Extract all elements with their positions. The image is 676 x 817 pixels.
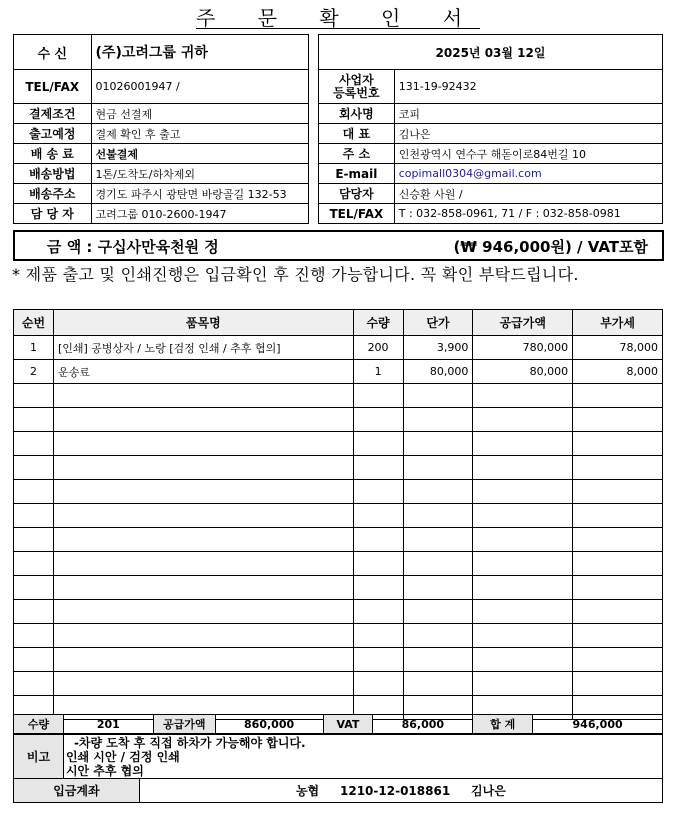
table-cell — [353, 672, 403, 696]
table-cell — [14, 456, 54, 480]
table-cell — [353, 528, 403, 552]
address-label: 주 소 — [319, 144, 395, 164]
table-cell — [403, 672, 473, 696]
table-cell — [403, 408, 473, 432]
empty-row — [14, 432, 663, 456]
notice-text: * 제품 출고 및 인쇄진행은 입금확인 후 진행 가능합니다. 꼭 확인 부탁드립니다. — [12, 265, 579, 284]
table-cell — [473, 624, 573, 648]
payment-row — [14, 104, 309, 124]
table-cell — [573, 600, 663, 624]
empty-row — [14, 384, 663, 408]
table-cell — [573, 672, 663, 696]
header-no: 순번 — [14, 310, 54, 336]
ceo-row — [319, 124, 663, 144]
summary-qty: 201 — [63, 715, 153, 734]
delivery-fee-row — [14, 144, 309, 164]
table-cell — [473, 600, 573, 624]
header-item: 품목명 — [53, 310, 353, 336]
table-cell — [473, 408, 573, 432]
table-cell — [353, 408, 403, 432]
table-cell — [53, 576, 353, 600]
supplier-telfax-row — [319, 204, 663, 224]
table-cell — [353, 432, 403, 456]
empty-row — [14, 456, 663, 480]
table-cell — [14, 600, 54, 624]
manager-label: 담당자 — [319, 184, 395, 204]
remark-line: 인쇄 시안 / 검정 인쇄 — [65, 749, 180, 764]
table-cell — [473, 480, 573, 504]
table-cell: 8,000 — [573, 360, 663, 384]
table-cell — [353, 600, 403, 624]
table-row — [14, 336, 663, 360]
header-unit-price: 단가 — [403, 310, 473, 336]
table-cell: 80,000 — [473, 360, 573, 384]
document-title: 주 문 확 인 서 — [195, 6, 481, 30]
table-cell — [573, 432, 663, 456]
shipping-schedule-value: 결제 확인 후 출고 — [91, 124, 308, 144]
items-body — [14, 336, 663, 720]
telfax-row — [14, 70, 309, 104]
table-cell — [403, 480, 473, 504]
table-cell — [573, 504, 663, 528]
table-cell — [403, 552, 473, 576]
table-cell — [403, 600, 473, 624]
table-cell — [53, 552, 353, 576]
empty-row — [14, 480, 663, 504]
items-table — [13, 309, 663, 720]
table-cell — [573, 528, 663, 552]
table-cell — [53, 384, 353, 408]
table-cell — [14, 408, 54, 432]
remarks-table — [13, 734, 663, 779]
table-cell — [573, 456, 663, 480]
table-cell — [473, 576, 573, 600]
table-cell — [403, 456, 473, 480]
amount-box — [13, 230, 664, 261]
table-cell — [53, 624, 353, 648]
table-cell — [14, 384, 54, 408]
table-cell: 780,000 — [473, 336, 573, 360]
summary-total: 946,000 — [533, 715, 663, 734]
table-cell — [53, 408, 353, 432]
table-cell: 운송료 — [53, 360, 353, 384]
biz-number-value: 131-19-92432 — [394, 70, 662, 104]
payment-value: 현금 선결제 — [91, 104, 308, 124]
table-cell — [53, 456, 353, 480]
shipping-schedule-label: 출고예정 — [14, 124, 92, 144]
summary-vat-label: VAT — [323, 715, 373, 734]
header-qty: 수량 — [353, 310, 403, 336]
supplier-telfax-label: TEL/FAX — [319, 204, 395, 224]
recipient-info-table — [13, 34, 309, 224]
table-cell — [573, 576, 663, 600]
telfax-value: 01026001947 / — [91, 70, 308, 104]
table-cell — [14, 672, 54, 696]
table-cell: 200 — [353, 336, 403, 360]
amount-label: 금 액 : 구십사만육천원 정 — [47, 238, 219, 256]
table-cell — [403, 576, 473, 600]
summary-qty-label: 수량 — [14, 715, 64, 734]
table-cell — [473, 504, 573, 528]
table-cell — [403, 384, 473, 408]
summary-table — [13, 714, 663, 734]
recipient-value: (주)고려그룹 귀하 — [91, 35, 308, 70]
table-cell — [353, 648, 403, 672]
email-link[interactable]: copimall0304@gmail.com — [394, 164, 662, 184]
table-cell: 2 — [14, 360, 54, 384]
header-vat: 부가세 — [573, 310, 663, 336]
table-cell — [14, 504, 54, 528]
table-cell — [403, 504, 473, 528]
address-row — [319, 144, 663, 164]
deposit-row — [14, 779, 663, 803]
table-cell — [573, 624, 663, 648]
empty-row — [14, 504, 663, 528]
table-cell: 1 — [353, 360, 403, 384]
table-cell: [인쇄] 공병상자 / 노랑 [검정 인쇄 / 추후 협의] — [53, 336, 353, 360]
manager-value: 신승환 사원 / — [394, 184, 662, 204]
table-cell — [353, 576, 403, 600]
ceo-label: 대 표 — [319, 124, 395, 144]
table-cell: 78,000 — [573, 336, 663, 360]
email-label: E-mail — [319, 164, 395, 184]
table-cell — [353, 456, 403, 480]
table-cell — [403, 432, 473, 456]
table-cell — [573, 552, 663, 576]
delivery-fee-label: 배 송 료 — [14, 144, 92, 164]
email-row — [319, 164, 663, 184]
supplier-info-table — [318, 34, 663, 224]
deposit-label: 입금계좌 — [14, 779, 140, 803]
table-cell — [53, 672, 353, 696]
table-cell — [473, 552, 573, 576]
table-cell — [353, 624, 403, 648]
manager-row — [319, 184, 663, 204]
table-cell — [473, 456, 573, 480]
table-cell — [53, 528, 353, 552]
company-value: 코피 — [394, 104, 662, 124]
remark-line: -차량 도착 후 직접 하차가 가능해야 합니다. — [73, 735, 306, 750]
company-label: 회사명 — [319, 104, 395, 124]
ceo-value: 김나은 — [394, 124, 662, 144]
company-row — [319, 104, 663, 124]
delivery-method-row — [14, 164, 309, 184]
table-cell — [353, 552, 403, 576]
table-cell — [14, 528, 54, 552]
delivery-address-label: 배송주소 — [14, 184, 92, 204]
address-value: 인천광역시 연수구 해돋이로84번길 10 — [394, 144, 662, 164]
table-cell — [14, 648, 54, 672]
delivery-fee-value: 선불결제 — [91, 144, 308, 164]
contact-row — [14, 204, 309, 224]
table-cell: 3,900 — [403, 336, 473, 360]
delivery-method-value: 1톤/도착도/하차제외 — [91, 164, 308, 184]
table-cell — [53, 504, 353, 528]
table-cell — [573, 408, 663, 432]
table-cell — [14, 480, 54, 504]
table-cell — [473, 648, 573, 672]
telfax-label: TEL/FAX — [14, 70, 92, 104]
table-cell — [353, 480, 403, 504]
remarks-row — [14, 735, 663, 779]
biz-number-row — [319, 70, 663, 104]
table-cell: 1 — [14, 336, 54, 360]
table-cell — [353, 504, 403, 528]
table-cell — [473, 432, 573, 456]
summary-supply-label: 공급가액 — [153, 715, 215, 734]
summary-supply: 860,000 — [215, 715, 323, 734]
empty-row — [14, 528, 663, 552]
empty-row — [14, 624, 663, 648]
table-cell — [403, 528, 473, 552]
table-cell — [53, 648, 353, 672]
table-cell — [403, 648, 473, 672]
recipient-label: 수 신 — [14, 35, 92, 70]
biz-number-label: 사업자 등록번호 — [319, 70, 395, 104]
empty-row — [14, 600, 663, 624]
table-cell — [573, 384, 663, 408]
summary-total-label: 합 계 — [473, 715, 533, 734]
remark-line: 시안 추후 협의 — [65, 763, 144, 778]
delivery-address-row — [14, 184, 309, 204]
deposit-account: 농협 1210-12-018861 김나은 — [139, 779, 662, 803]
empty-row — [14, 672, 663, 696]
empty-row — [14, 648, 663, 672]
table-cell — [53, 600, 353, 624]
shipping-schedule-row — [14, 124, 309, 144]
table-cell — [14, 432, 54, 456]
recipient-row — [14, 35, 309, 70]
empty-row — [14, 576, 663, 600]
items-header-row — [14, 310, 663, 336]
table-cell — [353, 384, 403, 408]
table-cell — [473, 528, 573, 552]
deposit-table — [13, 778, 663, 803]
date-row — [319, 35, 663, 70]
table-cell — [14, 552, 54, 576]
empty-row — [14, 552, 663, 576]
table-cell — [473, 672, 573, 696]
table-cell — [573, 480, 663, 504]
table-cell — [473, 384, 573, 408]
contact-value: 고려그룹 010-2600-1947 — [91, 204, 308, 224]
table-row — [14, 360, 663, 384]
delivery-address-value: 경기도 파주시 광탄면 바랑골길 132-53 — [91, 184, 308, 204]
empty-row — [14, 408, 663, 432]
table-cell — [14, 624, 54, 648]
contact-label: 담 당 자 — [14, 204, 92, 224]
table-cell — [53, 480, 353, 504]
table-cell — [403, 624, 473, 648]
summary-vat: 86,000 — [373, 715, 473, 734]
table-cell — [53, 432, 353, 456]
issue-date: 2025년 03월 12일 — [319, 35, 663, 70]
amount-value: (₩ 946,000원) / VAT포함 — [453, 238, 648, 256]
header-supply: 공급가액 — [473, 310, 573, 336]
summary-row — [14, 715, 663, 734]
remarks-label: 비고 — [14, 735, 64, 779]
table-cell: 80,000 — [403, 360, 473, 384]
supplier-telfax-value: T : 032-858-0961, 71 / F : 032-858-0981 — [394, 204, 662, 224]
remarks-content — [63, 735, 662, 779]
payment-label: 결제조건 — [14, 104, 92, 124]
table-cell — [573, 648, 663, 672]
table-cell — [14, 576, 54, 600]
delivery-method-label: 배송방법 — [14, 164, 92, 184]
